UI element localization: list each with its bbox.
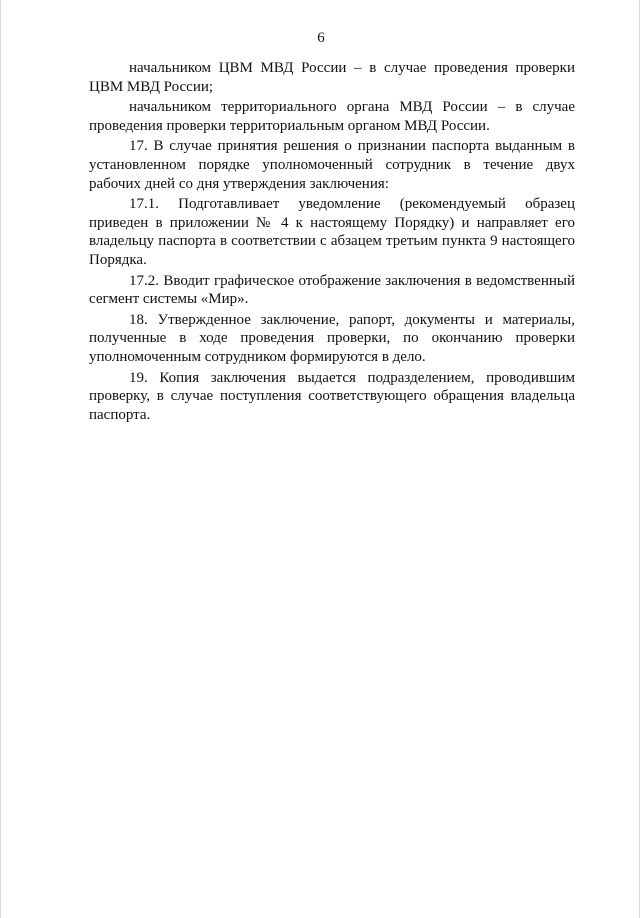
paragraph-head-territorial: начальником территориального органа МВД России – в случае проведения проверки территориальным органом МВД России. xyxy=(89,99,575,134)
paragraph-18: 18. Утвержденное заключение, рапорт, документы и материалы, полученные в ходе проведения проверки, по окончанию проверки уполномоченным сотрудником формируются в дело. xyxy=(89,311,575,365)
paragraph-19: 19. Копия заключения выдается подразделением, проводившим проверку, в случае поступления соответствующего обращения владельца паспорта. xyxy=(89,369,575,423)
document-body xyxy=(89,59,575,426)
paragraph-17: 17. В случае принятия решения о признании паспорта выданным в установленном порядке уполномоченный сотрудник в течение двух рабочих дней со дня утверждения заключения: xyxy=(89,138,575,192)
paragraph-17-2: 17.2. Вводит графическое отображение заключения в ведомственный сегмент системы «Мир». xyxy=(89,272,575,308)
page-number: 6 xyxy=(317,30,325,46)
paragraph-head-cvm: начальником ЦВМ МВД России – в случае проведения проверки ЦВМ МВД России; xyxy=(89,60,575,95)
paragraph-17-1: 17.1. Подготавливает уведомление (рекомендуемый образец приведен в приложении № 4 к настоящему Порядку) и направляет его владельцу паспорта в соответствии с абзацем третьим пункта 9 настоящего Порядка. xyxy=(89,196,575,268)
